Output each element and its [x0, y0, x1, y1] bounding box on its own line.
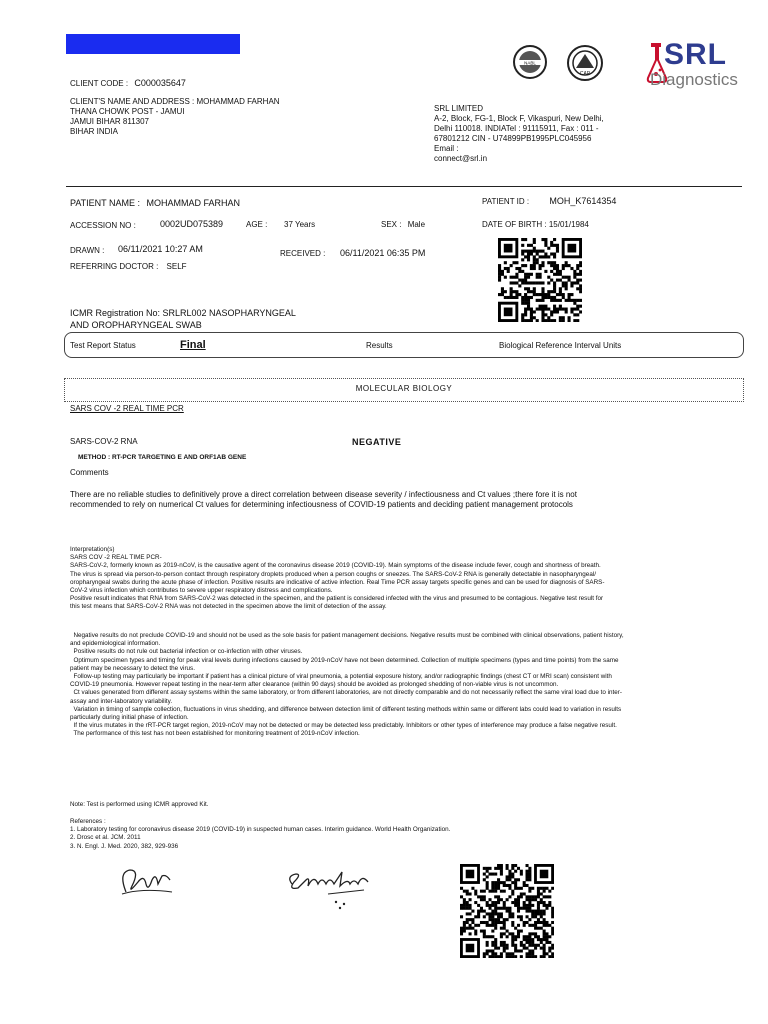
patient-id-line [482, 196, 616, 207]
interpretation-note-line: Positive results do not rule out bacterial infection or co-infection with other viruses. [70, 648, 303, 656]
references-label: References : [70, 818, 106, 825]
age-value: 37 Years [284, 220, 316, 229]
test-title: SARS COV -2 REAL TIME PCR [70, 404, 184, 413]
reference-item: 2. Drosc et al. JCM. 2011 [70, 834, 141, 842]
lab-address [434, 104, 604, 164]
client-address-line: BIHAR INDIA [70, 127, 119, 136]
interpretation-note-line: and epidemiological information. [70, 640, 161, 648]
interpretation-line: CoV-2 virus infection which contributes to severe upper respiratory distress and complications. [70, 587, 333, 595]
patient-name-line [70, 198, 240, 209]
test-report-status-value: Final [180, 339, 206, 351]
interpretation-line: The virus is spread via person-to-person contact through respiratory droplets produced when a person coughs or sneezes. The SARS-CoV-2 RNA is generally detectable in nasopharyngeal/ [70, 570, 596, 578]
interpretation-note-line: Follow-up testing may particularly be important if patient has a clinical picture of viral pneumonia, a potential exposure history, and/or radiographic findings (chest CT or MRI scan) consistent with [70, 673, 612, 681]
received-label: RECEIVED : [280, 249, 326, 258]
report-qr-code-icon [460, 864, 554, 958]
report-status-bar [64, 332, 744, 358]
drawn-value: 06/11/2021 10:27 AM [118, 244, 203, 254]
referring-doctor-line [70, 262, 187, 272]
received-value: 06/11/2021 06:35 PM [340, 248, 426, 258]
sex-label: SEX : [381, 220, 402, 229]
signature-1-icon [112, 862, 182, 900]
interpretation-line: Interpretation(s) [70, 546, 115, 553]
cap-seal-text: CAP [579, 71, 591, 77]
patient-name-label: PATIENT NAME : [70, 198, 141, 208]
interpretation-line: oropharyngeal swabs during the acute phase of infection. Positive results are indicative of active infection. Real Time PCR assay targets specific genes and can be used for diagnosis of SARS- [70, 578, 605, 586]
nabl-seal-icon [512, 44, 548, 80]
icmr-registration-line2: AND OROPHARYNGEAL SWAB [70, 320, 202, 330]
reference-item: 3. N. Engl. J. Med. 2020, 382, 929-936 [70, 842, 179, 850]
interpretation-note-line: Variation in timing of sample collection, fluctuations in virus shedding, and difference between detection limit of different testing methods within same or different labs could lead to variation in results [70, 705, 622, 713]
sex-line [381, 220, 425, 230]
lab-address-line: connect@srl.in [434, 154, 488, 163]
icmr-registration-line1: ICMR Registration No: SRLRL002 NASOPHARYNGEAL [70, 308, 296, 318]
references [70, 818, 450, 851]
interpretation-line: SARS COV -2 REAL TIME PCR- [70, 554, 162, 562]
accession-label: ACCESSION NO : [70, 221, 136, 230]
lab-address-line: SRL LIMITED [434, 104, 484, 113]
reference-interval-column-header: Biological Reference Interval Units [499, 341, 622, 350]
accession-value: 0002UD075389 [160, 219, 224, 229]
lab-address-line: Delhi 110018. INDIATel : 91115911, Fax : 011 - [434, 124, 599, 133]
lab-address-line: Email : [434, 144, 459, 153]
client-code-line [70, 78, 186, 89]
interpretation-note-line: Ct values generated from different assay systems within the same laboratory, or from different laboratories, are not directly comparable and do not necessarily reflect the same viral load due to inter- [70, 689, 622, 697]
date-of-birth: DATE OF BIRTH : 15/01/1984 [482, 220, 589, 229]
client-address-line: THANA CHOWK POST - JAMUI [70, 107, 185, 116]
interpretation-note-line: The performance of this test has not been established for monitoring treatment of 2019-nCoV infection. [70, 730, 360, 738]
interpretation-note-line: particularly during initial phase of infection. [70, 714, 189, 722]
patient-qr-code-icon [498, 238, 582, 322]
test-result: NEGATIVE [352, 437, 402, 447]
client-code-label: CLIENT CODE : [70, 79, 129, 88]
interpretation-notes [70, 632, 624, 739]
test-method: METHOD : RT-PCR TARGETING E AND ORF1AB GENE [78, 454, 247, 461]
comment-text [70, 490, 577, 510]
interpretation-note-line: assay and inter-laboratory variability. [70, 697, 173, 705]
client-address-line: JAMUI BIHAR 811307 [70, 117, 149, 126]
client-code-value: C000035647 [134, 78, 186, 88]
sex-value: Male [407, 220, 426, 229]
lab-address-line: A-2, Block, FG-1, Block F, Vikaspuri, New Delhi, [434, 114, 604, 123]
interpretation-note-line: Negative results do not preclude COVID-19 and should not be used as the sole basis for patient management decisions. Negative results must be combined with clinical observations, patient history, [70, 632, 624, 639]
test-report-status-label: Test Report Status [70, 341, 136, 350]
client-name-line: CLIENT'S NAME AND ADDRESS : MOHAMMAD FARHAN [70, 97, 280, 106]
drawn-label: DRAWN : [70, 246, 105, 255]
results-column-header: Results [366, 341, 393, 350]
interpretation-note-line: If the virus mutates in the rRT-PCR target region, 2019-nCoV may not be detected or may be detected less predictably. Inhibitors or other types of interference may produce a false negative result. [70, 722, 617, 730]
section-heading: MOLECULAR BIOLOGY [355, 384, 453, 393]
interpretation-note-line: patient may be necessary to detect the virus. [70, 664, 195, 672]
comment-line: recommended to rely on numerical Ct values for determining infectiousness of COVID-19 patients and deciding patient management protocols [70, 500, 573, 509]
patient-name-value: MOHAMMAD FARHAN [146, 198, 241, 208]
lab-address-line: 67801212 CIN - U74899PB1995PLC045956 [434, 134, 592, 143]
patient-id-value: MOH_K7614354 [549, 196, 617, 206]
signature-2-icon [284, 866, 384, 912]
srl-logo-text: SRL [664, 38, 727, 71]
interpretation-note-line: Optimum specimen types and timing for peak viral levels during infections caused by 2019-nCoV have not been determined. Collection of multiple specimens (types and time points) from the same [70, 656, 619, 664]
interpretation-note-line: COVID-19 pneumonia. However repeat testing in the near-term after clearance (within 90 days) should be avoided as prolonged shedding of non-viable virus is not uncommon. [70, 681, 559, 689]
age-label: AGE : [246, 220, 268, 229]
interpretation-line: Positive result indicates that RNA from SARS-CoV-2 was detected in the specimen, and the patient is considered infected with the virus and presumed to be contagious. Negative test result for [70, 595, 604, 603]
comments-label: Comments [70, 468, 109, 477]
referring-doctor-label: REFERRING DOCTOR : [70, 262, 159, 271]
comment-line: There are no reliable studies to definitively prove a direct correlation between disease severity / infectiousness and Ct values ;there fore it is not [70, 490, 577, 499]
diagnostics-logo-text: Diagnostics [650, 70, 738, 89]
interpretation-line: SARS-CoV-2, formerly known as 2019-nCoV, is the causative agent of the coronavirus disease 2019 (COVID-19). Main symptoms of the disease include fever, cough and shortness of breath. [70, 562, 601, 570]
interpretation-block [70, 546, 604, 612]
reference-item: 1. Laboratory testing for coronavirus disease 2019 (COVID-19) in suspected human cases. Interim guidance. World Health Organization. [70, 826, 451, 834]
header-divider [66, 186, 742, 187]
nabl-seal-text: NABL [524, 60, 536, 66]
header-blue-bar [66, 34, 240, 54]
interpretation-line: this test means that SARS-CoV-2 RNA was not detected in the specimen above the limit of detection of the assay. [70, 603, 387, 611]
client-address [70, 107, 185, 137]
test-name: SARS-COV-2 RNA [70, 437, 138, 446]
cap-seal-icon [566, 44, 604, 82]
patient-id-label: PATIENT ID : [482, 197, 530, 206]
kit-note: Note: Test is performed using ICMR approved Kit. [70, 801, 209, 808]
referring-doctor-value: SELF [166, 262, 187, 271]
